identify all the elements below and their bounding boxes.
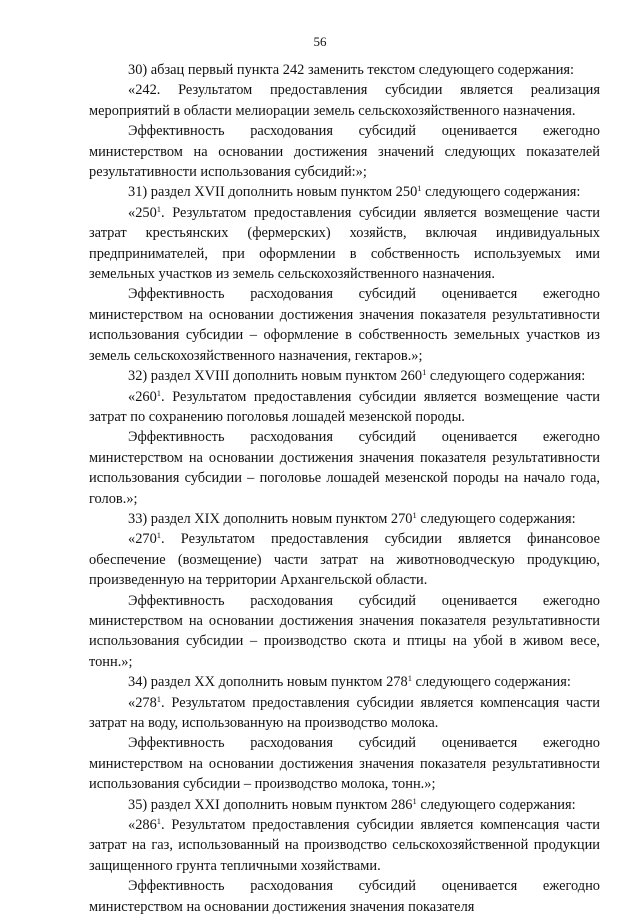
paragraph bbox=[89, 284, 600, 366]
paragraph bbox=[89, 80, 600, 121]
paragraph-text: Эффективность расходования субсидий оценивается ежегодно министерством на основании достижения значения показателя результативности использования субсидии – поголовье лошадей мезенской породы на начало года, голов.»; bbox=[89, 429, 600, 507]
paragraph bbox=[89, 693, 600, 734]
paragraph bbox=[89, 427, 600, 509]
paragraph bbox=[89, 509, 600, 529]
paragraph-text: «270 bbox=[128, 531, 157, 548]
superscript-index: 1 bbox=[156, 530, 162, 541]
superscript-index: 1 bbox=[412, 795, 417, 806]
document-body bbox=[89, 60, 600, 917]
paragraph-text-continued: следующего содержания: bbox=[416, 796, 576, 813]
superscript-index: 1 bbox=[156, 816, 162, 827]
paragraph-text: Эффективность расходования субсидий оценивается ежегодно министерством на основании достижения значения показателя результативности использования субсидии – оформление в собственность земельных участков из земель сельскохозяйственного назначения, гектаров.»; bbox=[89, 286, 600, 364]
paragraph-text-continued: . Результатом предоставления субсидии является возмещение части затрат крестьянских (фермерских) хозяйств, включая индивидуальных предпринимателей, при оформлении в собственность используемых ими земельных участков из земель сельскохозяйственного назначения. bbox=[89, 204, 600, 283]
paragraph bbox=[89, 795, 600, 815]
paragraph-text-continued: следующего содержания: bbox=[411, 674, 571, 691]
paragraph-text: Эффективность расходования субсидий оценивается ежегодно министерством на основании достижения значений следующих показателей результативности использования субсидий:»; bbox=[89, 123, 600, 181]
paragraph-text-continued: . Результатом предоставления субсидии является компенсация части затрат на газ, использованный на производство сельскохозяйственной продукции защищенного грунта тепличными хозяйствами. bbox=[89, 817, 600, 874]
paragraph-text: «286 bbox=[128, 817, 157, 834]
paragraph-text: «242. Результатом предоставления субсидии является реализация мероприятий в области мелиорации земель сельскохозяйственного назначения. bbox=[89, 82, 600, 119]
paragraph-text: «250 bbox=[128, 204, 157, 221]
paragraph-text-continued: следующего содержания: bbox=[426, 368, 586, 385]
paragraph-text: 30) абзац первый пункта 242 заменить текстом следующего содержания: bbox=[128, 62, 575, 78]
superscript-index: 1 bbox=[422, 367, 427, 378]
paragraph-text: «260 bbox=[128, 388, 157, 405]
paragraph bbox=[89, 387, 600, 428]
paragraph-text: 31) раздел XVII дополнить новым пунктом 250 bbox=[128, 184, 418, 201]
superscript-index: 1 bbox=[407, 673, 412, 684]
paragraph bbox=[89, 672, 600, 692]
paragraph-text: 32) раздел XVIII дополнить новым пунктом 260 bbox=[128, 368, 423, 385]
paragraph bbox=[89, 121, 600, 182]
paragraph-text: 35) раздел XXI дополнить новым пунктом 286 bbox=[128, 796, 413, 813]
paragraph-text: «278 bbox=[128, 694, 157, 711]
paragraph-text-continued: . Результатом предоставления субсидии является компенсация части затрат на воду, использованную на производство молока. bbox=[89, 694, 600, 731]
paragraph-text: 33) раздел XIX дополнить новым пунктом 270 bbox=[128, 510, 413, 527]
paragraph bbox=[89, 203, 600, 285]
paragraph-text: Эффективность расходования субсидий оценивается ежегодно министерством на основании достижения значения показателя результативности использования субсидии – производство скота и птицы на убой в живом весе, тонн.»; bbox=[89, 592, 600, 670]
paragraph-text: 34) раздел XX дополнить новым пунктом 278 bbox=[128, 674, 408, 691]
superscript-index: 1 bbox=[412, 509, 417, 520]
paragraph bbox=[89, 366, 600, 386]
paragraph bbox=[89, 876, 600, 917]
superscript-index: 1 bbox=[156, 387, 162, 398]
page-number: 56 bbox=[313, 34, 327, 49]
paragraph bbox=[89, 182, 600, 202]
paragraph-text: Эффективность расходования субсидий оценивается ежегодно министерством на основании достижения значения показателя bbox=[89, 878, 600, 915]
paragraph-text-continued: . Результатом предоставления субсидии является финансовое обеспечение (возмещение) части затрат на животноводческую продукцию, произведенную на территории Архангельской области. bbox=[89, 531, 600, 589]
superscript-index: 1 bbox=[417, 183, 422, 194]
paragraph-text-continued: следующего содержания: bbox=[421, 184, 581, 201]
paragraph bbox=[89, 60, 600, 80]
paragraph bbox=[89, 733, 600, 794]
paragraph-text-continued: следующего содержания: bbox=[416, 510, 576, 527]
paragraph bbox=[89, 529, 600, 590]
paragraph bbox=[89, 815, 600, 876]
paragraph bbox=[89, 591, 600, 673]
paragraph-text-continued: . Результатом предоставления субсидии является возмещение части затрат по сохранению поголовья лошадей мезенской породы. bbox=[89, 388, 600, 425]
paragraph-text: Эффективность расходования субсидий оценивается ежегодно министерством на основании достижения значения показателя результативности использования субсидии – производство молока, тонн.»; bbox=[89, 735, 600, 793]
superscript-index: 1 bbox=[156, 203, 162, 214]
superscript-index: 1 bbox=[156, 693, 162, 704]
